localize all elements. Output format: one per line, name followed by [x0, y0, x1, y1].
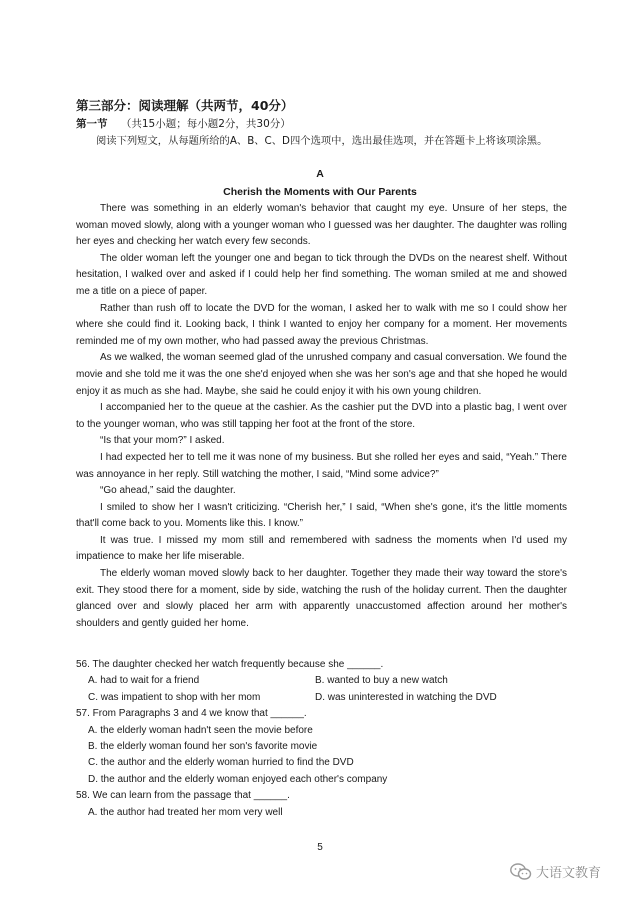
paragraph: It was true. I missed my mom still and remembered with sadness the moments when I'd used my impatience to make her life miserable.: [76, 534, 567, 563]
page-number: 5: [317, 842, 323, 853]
watermark-text: 大语文教育: [536, 866, 602, 881]
paragraph: I accompanied her to the queue at the cashier. As the cashier put the DVD into a plastic bag, I went over to the younger woman, who was still tapping her foot at the front of the store.: [76, 402, 567, 430]
paragraph: “Go ahead,” said the daughter.: [100, 485, 236, 497]
question-56: [76, 657, 567, 706]
option-a: A. the elderly woman hadn't seen the movie before: [88, 724, 313, 736]
subsection-note: （共15小题；每小题2分，共30分）: [120, 118, 291, 130]
question-stem: 58. We can learn from the passage that ______.: [76, 790, 290, 802]
question-57: [76, 706, 567, 788]
paragraph: Rather than rush off to locate the DVD for the woman, I asked her to walk with me so I could show her where she could find it. Looking back, I think I wanted to enjoy her company for a moment. Her movements reminded me of my own mother, who had passed away the previous Christmas.: [76, 302, 567, 347]
question-stem: 57. From Paragraphs 3 and 4 we know that ______.: [76, 708, 307, 720]
subsection-label: 第一节: [76, 118, 108, 130]
option-a: A. had to wait for a friend: [88, 675, 200, 687]
question-stem: 56. The daughter checked her watch frequently because she ______.: [76, 659, 384, 670]
question-58: [76, 788, 567, 821]
option-b: B. wanted to buy a new watch: [315, 675, 448, 687]
passage-letter: A: [316, 168, 324, 180]
paragraph: I smiled to show her I wasn't criticizing. “Cherish her,” I said, “When she's gone, it's the little moments that'll come back to you. Moments like this. I know.”: [76, 501, 567, 530]
paragraph: The older woman left the younger one and began to tick through the DVDs on the nearest shelf. Without hesitation, I walked over and asked if I could help her find something. The woman smiled at me and showed me a title on a piece of paper.: [76, 252, 567, 297]
option-row: [76, 673, 567, 689]
watermark: [510, 862, 601, 881]
option-b: B. the elderly woman found her son's favorite movie: [88, 741, 318, 753]
option-row: [76, 690, 567, 706]
option-a: A. the author had treated her mom very well: [88, 806, 283, 818]
option-d: D. was uninterested in watching the DVD: [315, 691, 497, 703]
questions: [76, 657, 567, 821]
paragraph: “Is that your mom?” I asked.: [100, 435, 225, 447]
section-title: 第三部分：阅读理解（共两节，40分）: [76, 98, 294, 113]
passage-title: Cherish the Moments with Our Parents: [223, 186, 417, 198]
paragraph: The elderly woman moved slowly back to her daughter. Together they made their way toward the store's exit. They stood there for a moment, side by side, watching the rush of the holiday current. Then the daughter glanced over and slowly placed her arm with apparently unaccustomed affection around her mother's shoulders and gently guided her home.: [76, 568, 567, 629]
wechat-icon: [510, 863, 532, 881]
option-d: D. the author and the elderly woman enjoyed each other's company: [88, 773, 388, 785]
option-c: C. was impatient to shop with her mom: [88, 691, 261, 703]
paragraph: As we walked, the woman seemed glad of the unrushed company and casual conversation. We found the movie and she told me it was the one she'd enjoyed when she was her son's age and that she hoped he would enjoy it as much as she had. Maybe, she said he could enjoy it with his own young children.: [76, 352, 567, 397]
subsection-line: [76, 116, 291, 131]
instructions: 阅读下列短文，从每题所给的A、B、C、D四个选项中，选出最佳选项，并在答题卡上将该项涂黑。: [96, 135, 548, 147]
passage-body: [76, 201, 567, 632]
paragraph: There was something in an elderly woman's behavior that caught my eye. Unsure of her steps, the woman moved slowly, along with a younger woman who I guessed was her daughter. The daughter was rolling her eyes and checking her watch every few seconds.: [76, 203, 567, 248]
paragraph: I had expected her to tell me it was none of my business. But she rolled her eyes and said, “Yeah.” There was annoyance in her reply. Still watching the mother, I said, “Mind some advice?”: [76, 451, 567, 480]
option-c: C. the author and the elderly woman hurried to find the DVD: [88, 757, 354, 769]
